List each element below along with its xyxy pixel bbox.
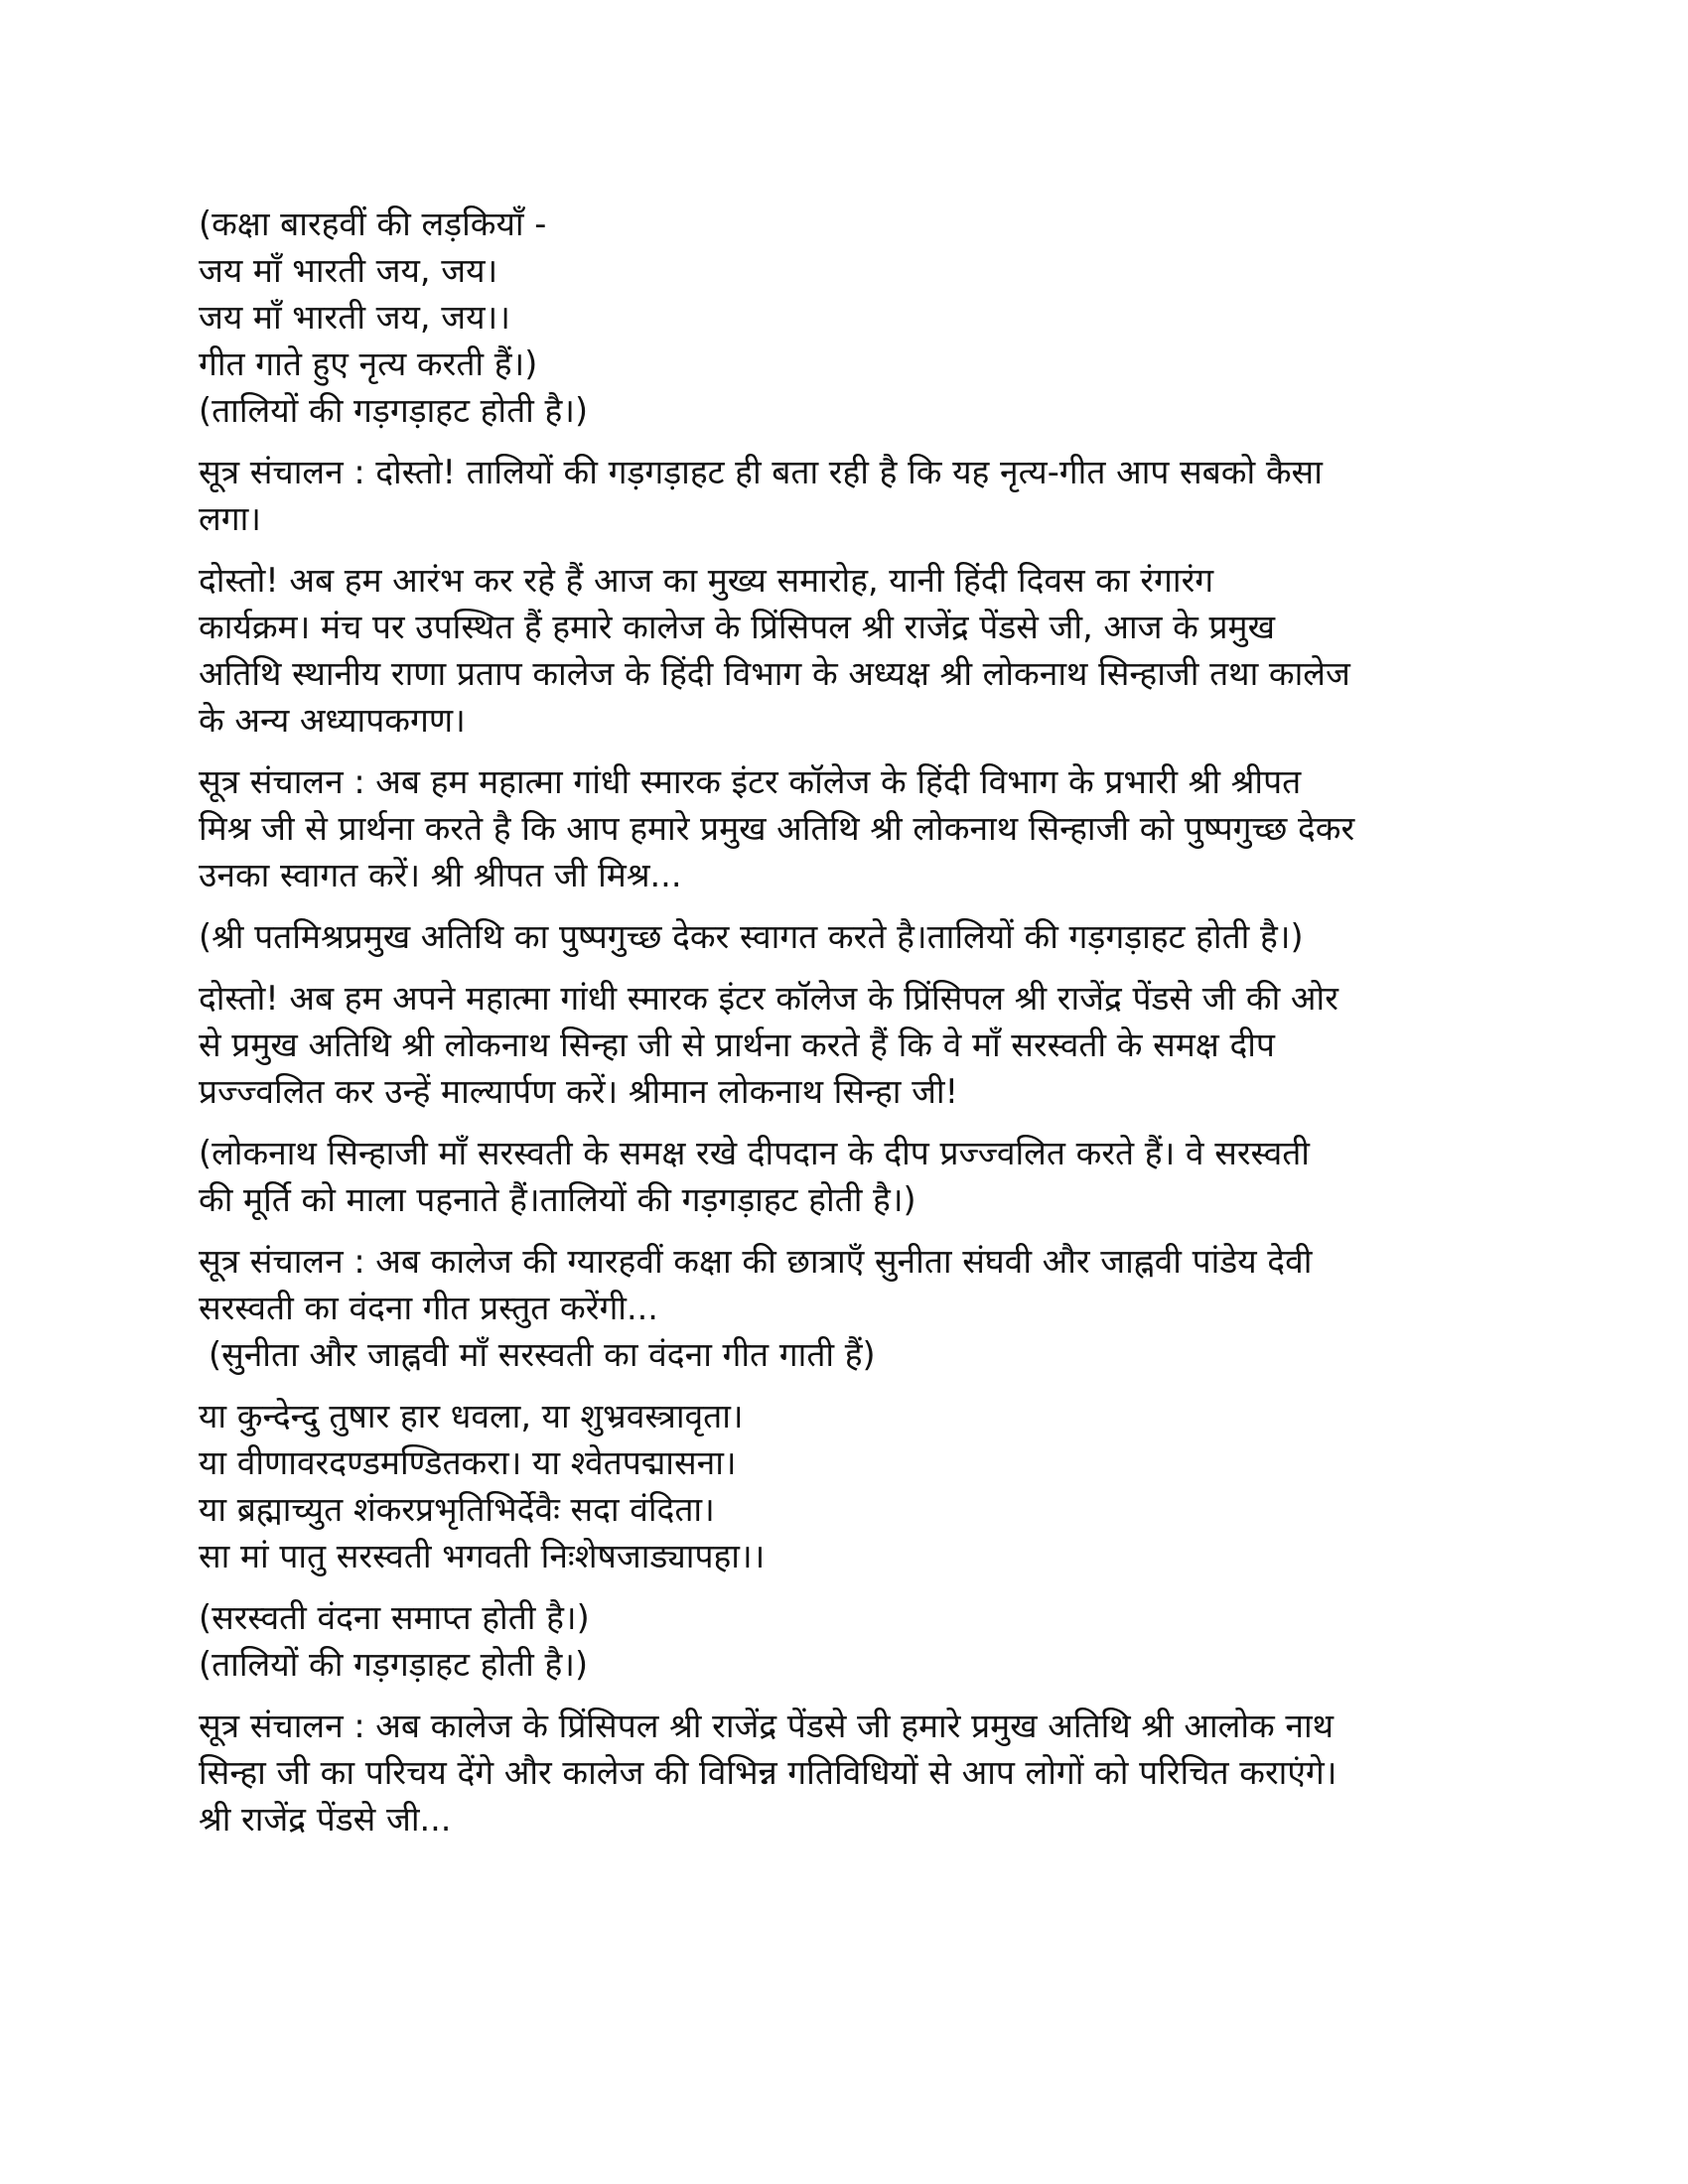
verse-line: या ब्रह्माच्युत शंकरप्रभृतिभिर्देवैः सदा वंदिता। bbox=[199, 1490, 715, 1529]
verse-line: या कुन्देन्दु तुषार हार धवला, या शुभ्रवस्त्रावृता। bbox=[199, 1397, 744, 1435]
text-line: (सरस्वती वंदना समाप्त होती है।) bbox=[199, 1598, 590, 1637]
text-line: (श्री पतमिश्रप्रमुख अतिथि का पुष्पगुच्छ देकर स्वागत करते है।तालियों की गड़गड़ाहट होती है।) bbox=[199, 917, 1304, 956]
text-line: सूत्र संचालन : दोस्तो! तालियों की गड़गड़ाहट ही बता रही है कि यह नृत्य-गीत आप सबको कैसा bbox=[199, 453, 1323, 491]
text-line: सिन्हा जी का परिचय देंगे और कालेज की विभिन्न गतिविधियों से आप लोगों को परिचित कराएंगे। bbox=[199, 1753, 1337, 1792]
verse-line: सा मां पातु सरस्वती भगवती निःशेषजाड्यापहा।। bbox=[199, 1537, 766, 1575]
paragraph-10 bbox=[199, 1594, 1509, 1688]
paragraph-5 bbox=[199, 913, 1509, 960]
paragraph-4 bbox=[199, 758, 1509, 898]
text-line: श्री राजेंद्र पेंडसे जी... bbox=[199, 1800, 452, 1839]
paragraph-7 bbox=[199, 1130, 1509, 1223]
text-line: दोस्तो! अब हम अपने महात्मा गांधी स्मारक इंटर कॉलेज के प्रिंसिपल श्री राजेंद्र पेंडसे जी की ओर bbox=[199, 979, 1338, 1018]
text-line: (तालियों की गड़गड़ाहट होती है।) bbox=[199, 1645, 589, 1684]
paragraph-2 bbox=[199, 449, 1509, 542]
text-line: प्रज्ज्वलित कर उन्हें माल्यार्पण करें। श्रीमान लोकनाथ सिन्हा जी! bbox=[199, 1072, 959, 1111]
text-line: सूत्र संचालन : अब कालेज के प्रिंसिपल श्री राजेंद्र पेंडसे जी हमारे प्रमुख अतिथि श्री आलोक नाथ bbox=[199, 1706, 1335, 1745]
text-line: (तालियों की गड़गड़ाहट होती है।) bbox=[199, 391, 589, 430]
text-line: गीत गाते हुए नृत्य करती हैं।) bbox=[199, 344, 538, 383]
document-body bbox=[199, 201, 1509, 1857]
verse-line: या वीणावरदण्डमण्डितकरा। या श्वेतपद्मासना। bbox=[199, 1443, 737, 1482]
text-line: अतिथि स्थानीय राणा प्रताप कालेज के हिंदी विभाग के अध्यक्ष श्री लोकनाथ सिन्हाजी तथा कालेज bbox=[199, 654, 1350, 693]
text-line: मिश्र जी से प्रार्थना करते है कि आप हमारे प्रमुख अतिथि श्री लोकनाथ सिन्हाजी को पुष्पगुच्छ देकर bbox=[199, 809, 1355, 848]
text-line: जय माँ भारती जय, जय। bbox=[199, 251, 498, 290]
text-line: दोस्तो! अब हम आरंभ कर रहे हैं आज का मुख्य समारोह, यानी हिंदी दिवस का रंगारंग bbox=[199, 561, 1214, 600]
text-line: सरस्वती का वंदना गीत प्रस्तुत करेंगी... bbox=[199, 1289, 658, 1327]
text-line: सूत्र संचालन : अब कालेज की ग्यारहवीं कक्षा की छात्राएँ सुनीता संघवी और जाह्नवी पांडेय देवी bbox=[199, 1242, 1313, 1281]
text-line: जय माँ भारती जय, जय।। bbox=[199, 298, 510, 337]
paragraph-11 bbox=[199, 1703, 1509, 1843]
paragraph-8 bbox=[199, 1238, 1509, 1378]
text-line: (सुनीता और जाह्नवी माँ सरस्वती का वंदना गीत गाती हैं) bbox=[209, 1335, 876, 1374]
paragraph-3 bbox=[199, 557, 1509, 744]
text-line: उनका स्वागत करें। श्री श्रीपत जी मिश्र... bbox=[199, 856, 682, 894]
text-line: लगा। bbox=[199, 499, 261, 538]
paragraph-6 bbox=[199, 975, 1509, 1115]
text-line: कार्यक्रम। मंच पर उपस्थित हैं हमारे कालेज के प्रिंसिपल श्री राजेंद्र पेंडसे जी, आज के प्रमुख bbox=[199, 608, 1275, 646]
verse-stanza bbox=[199, 1393, 1509, 1579]
text-line: से प्रमुख अतिथि श्री लोकनाथ सिन्हा जी से प्रार्थना करते हैं कि वे माँ सरस्वती के समक्ष दीप bbox=[199, 1025, 1275, 1064]
text-line: की मूर्ति को माला पहनाते हैं।तालियों की गड़गड़ाहट होती है।) bbox=[199, 1180, 916, 1219]
text-line: (लोकनाथ सिन्हाजी माँ सरस्वती के समक्ष रखे दीपदान के दीप प्रज्ज्वलित करते हैं। वे सरस्वती bbox=[199, 1134, 1310, 1172]
text-line: (कक्षा बारहवीं की लड़कियाँ - bbox=[199, 205, 547, 243]
text-line: के अन्य अध्यापकगण। bbox=[199, 701, 466, 740]
text-line: सूत्र संचालन : अब हम महात्मा गांधी स्मारक इंटर कॉलेज के हिंदी विभाग के प्रभारी श्री श्रीपत bbox=[199, 762, 1302, 801]
paragraph-1 bbox=[199, 201, 1509, 434]
